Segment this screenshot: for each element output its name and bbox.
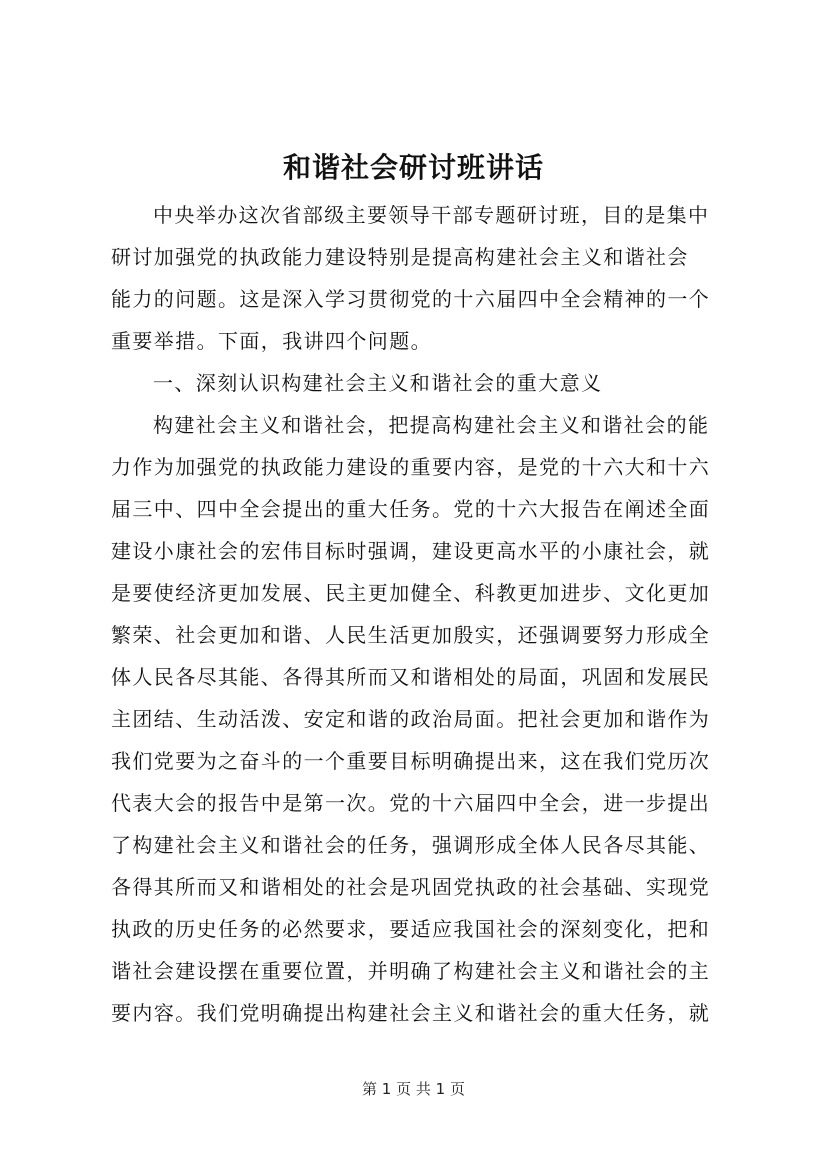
paragraph-line: 力作为加强党的执政能力建设的重要内容，是党的十六大和十六 (111, 455, 711, 479)
paragraph-line: 重要举措。下面，我讲四个问题。 (111, 329, 432, 353)
paragraph-line: 体人民各尽其能、各得其所而又和谐相处的局面，巩固和发展民 (111, 665, 711, 689)
paragraph-line: 了构建社会主义和谐社会的任务，强调形成全体人民各尽其能、 (111, 833, 711, 857)
paragraph-line: 谐社会建设摆在重要位置，并明确了构建社会主义和谐社会的主 (111, 959, 711, 983)
section-heading: 一、深刻认识构建社会主义和谐社会的重大意义 (153, 371, 603, 395)
paragraph-line: 执政的历史任务的必然要求，要适应我国社会的深刻变化，把和 (111, 917, 711, 941)
paragraph-line: 各得其所而又和谐相处的社会是巩固党执政的社会基础、实现党 (111, 875, 711, 899)
paragraph-line: 我们党要为之奋斗的一个重要目标明确提出来，这在我们党历次 (111, 749, 711, 773)
paragraph-line: 能力的问题。这是深入学习贯彻党的十六届四中全会精神的一个 (111, 287, 711, 311)
paragraph-line: 届三中、四中全会提出的重大任务。党的十六大报告在阐述全面 (111, 497, 711, 521)
document-title: 和谐社会研讨班讲话 (282, 151, 544, 184)
paragraph-line: 繁荣、社会更加和谐、人民生活更加殷实，还强调要努力形成全 (111, 623, 711, 647)
paragraph-line: 研讨加强党的执政能力建设特别是提高构建社会主义和谐社会 (111, 245, 689, 269)
paragraph-line: 中央举办这次省部级主要领导干部专题研讨班，目的是集中 (153, 203, 710, 227)
paragraph-line: 构建社会主义和谐社会，把提高构建社会主义和谐社会的能 (153, 413, 710, 437)
page-footer: 第 1 页 共 1 页 (362, 1080, 465, 1098)
paragraph-line: 主团结、生动活泼、安定和谐的政治局面。把社会更加和谐作为 (111, 707, 711, 731)
paragraph-line: 代表大会的报告中是第一次。党的十六届四中全会，进一步提出 (111, 791, 711, 815)
paragraph-line: 建设小康社会的宏伟目标时强调，建设更高水平的小康社会，就 (111, 539, 711, 563)
paragraph-line: 是要使经济更加发展、民主更加健全、科教更加进步、文化更加 (111, 581, 711, 605)
paragraph-line: 要内容。我们党明确提出构建社会主义和谐社会的重大任务，就 (111, 1001, 711, 1025)
document-body (111, 194, 741, 1034)
